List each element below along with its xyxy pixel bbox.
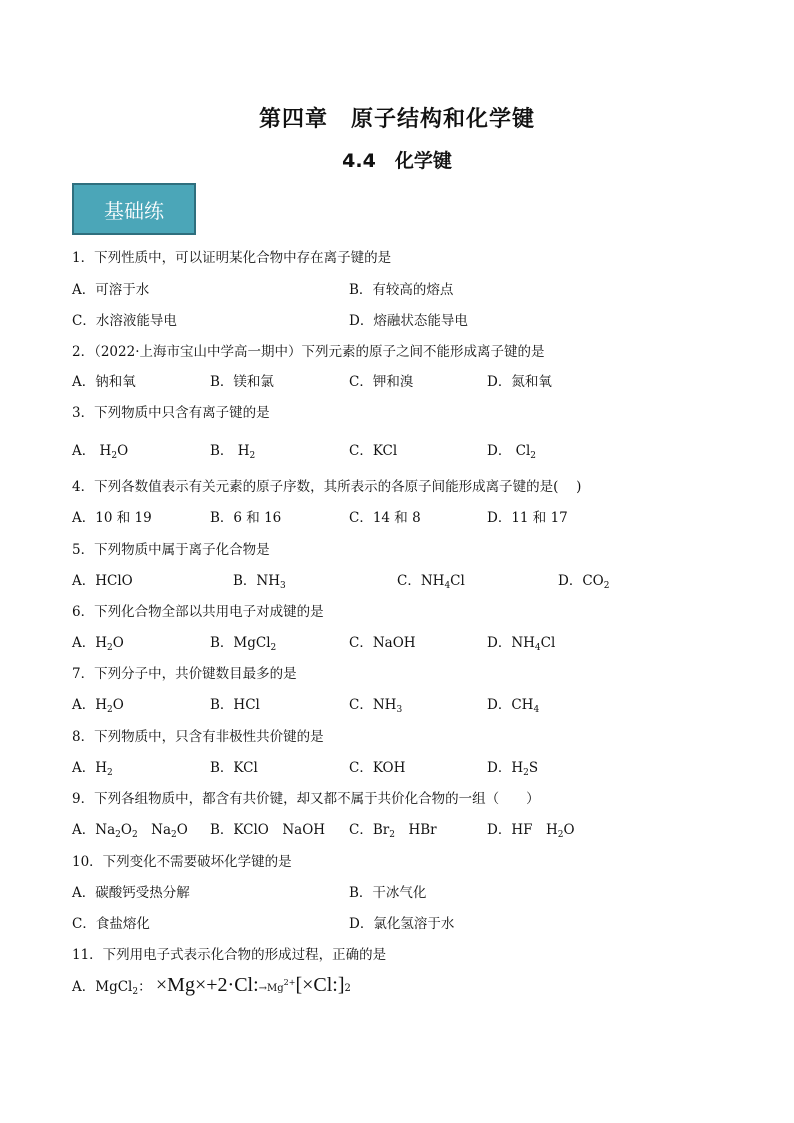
q6-option-b: B．MgCl$_2$ xyxy=(210,635,277,653)
q1-option-c: C．水溶液能导电 xyxy=(72,313,177,329)
q4-option-d: D．11 和 17 xyxy=(487,510,568,526)
q3-option-c: C．KCl xyxy=(349,443,398,459)
q8-option-a: A．$H_2$ xyxy=(72,760,113,778)
q10-option-d: D．氯化氢溶于水 xyxy=(349,916,455,932)
question-7-stem: 7．下列分子中，共价键数目最多的是 xyxy=(72,666,297,682)
q6-option-c: C．NaOH xyxy=(349,635,416,651)
q7-option-a: A．$H_2O$ xyxy=(72,697,124,715)
q9-option-b: B．KClO NaOH xyxy=(210,822,326,838)
q8-option-c: C．KOH xyxy=(349,760,406,776)
q3-option-b: B． $H_2$ xyxy=(210,443,256,461)
q11-option-a-electron-formula: A．MgCl$_2$： $\times Mg\times+2\cdot Cl:\to Mg^{2+}[\times Cl:]2$ xyxy=(72,974,351,997)
mg-charge: 2+ xyxy=(283,978,296,987)
q6-option-d: D．$NH_4Cl$ xyxy=(487,635,556,653)
question-10-stem: 10．下列变化不需要破坏化学键的是 xyxy=(72,854,292,870)
q2-option-a: A．钠和氧 xyxy=(72,374,136,390)
question-5-stem: 5．下列物质中属于离子化合物是 xyxy=(72,542,270,558)
reaction-arrow: →Mg xyxy=(258,983,284,994)
q7-option-c: C．$NH_3$ xyxy=(349,697,403,715)
q4-option-b: B．6 和 16 xyxy=(210,510,282,526)
q5-option-a: A．HClO xyxy=(72,573,133,589)
q2-option-d: D．氮和氧 xyxy=(487,374,552,390)
chapter-title: 第四章 原子结构和化学键 xyxy=(258,107,535,132)
q7-option-d: D．$CH_4$ xyxy=(487,697,540,715)
question-8-stem: 8．下列物质中，只含有非极性共价键的是 xyxy=(72,729,324,745)
q3-option-a: A． $H_2O$ xyxy=(72,443,129,461)
q10-option-c: C．食盐熔化 xyxy=(72,916,150,932)
q9-option-c: C．$Br_2$ HBr xyxy=(349,822,437,840)
q10-option-a: A．碳酸钙受热分解 xyxy=(72,885,190,901)
section-subtitle: 4.4 化学键 xyxy=(342,150,452,172)
q9-option-a: A．$Na_2O_2$ $Na_2O$ xyxy=(72,822,188,840)
question-1-stem: 1．下列性质中，可以证明某化合物中存在离子键的是 xyxy=(72,250,392,266)
question-2-stem: 2．（2022·上海市宝山中学高一期中）下列元素的原子之间不能形成离子键的是 xyxy=(72,344,545,360)
q5-option-d: D．$CO_2$ xyxy=(558,573,610,591)
q4-option-a: A．10 和 19 xyxy=(72,510,152,526)
question-6-stem: 6．下列化合物全部以共用电子对成键的是 xyxy=(72,604,324,620)
q4-option-c: C．14 和 8 xyxy=(349,510,421,526)
q5-option-b: B．$NH_3$ xyxy=(233,573,286,591)
q6-option-a: A．$H_2O$ xyxy=(72,635,124,653)
q8-option-d: D．$H_2S$ xyxy=(487,760,539,778)
question-9-stem: 9．下列各组物质中，都含有共价键，却又都不属于共价化合物的一组（ ） xyxy=(72,791,540,807)
q7-option-b: B．HCl xyxy=(210,697,260,713)
q1-option-d: D．熔融状态能导电 xyxy=(349,313,468,329)
chloride-bracket: [×Cl:] xyxy=(295,974,345,996)
q8-option-b: B．KCl xyxy=(210,760,258,776)
q10-option-b: B．干冰气化 xyxy=(349,885,427,901)
mg-cl-reactants: ×Mg×+2·Cl: xyxy=(155,974,259,996)
question-3-stem: 3．下列物质中只含有离子键的是 xyxy=(72,405,270,421)
q9-option-d: D．HF $H_2O$ xyxy=(487,822,575,840)
question-11-stem: 11．下列用电子式表示化合物的形成过程，正确的是 xyxy=(72,947,387,963)
q3-option-d: D． $Cl_2$ xyxy=(487,443,537,461)
basic-practice-badge: 基础练 xyxy=(72,183,196,235)
q5-option-c: C．$NH_4Cl$ xyxy=(397,573,465,591)
q2-option-c: C．钾和溴 xyxy=(349,374,414,390)
question-4-stem: 4．下列各数值表示有关元素的原子序数，其所表示的各原子间能形成离子键的是( ) xyxy=(72,479,582,495)
q1-option-b: B．有较高的熔点 xyxy=(349,282,454,298)
q1-option-a: A．可溶于水 xyxy=(72,282,150,298)
q2-option-b: B．镁和氯 xyxy=(210,374,274,390)
